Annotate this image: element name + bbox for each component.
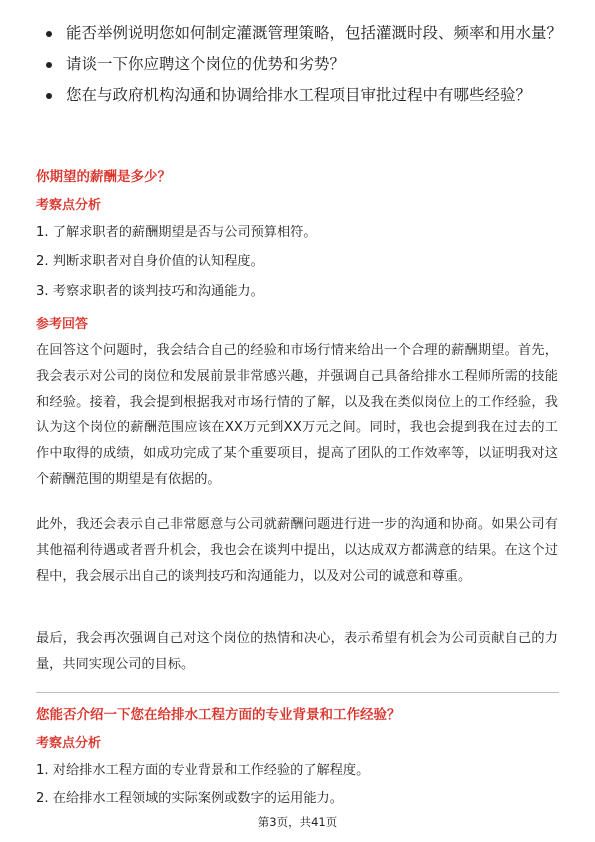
analysis-item: 2. 在给排水工程领域的实际案例或数字的运用能力。 [36,791,343,806]
analysis-item: 1. 了解求职者的薪酬期望是否与公司预算相符。 [36,225,317,240]
analysis-item: 3. 考察求职者的谈判技巧和沟通能力。 [36,284,264,299]
bullet-dot-icon [46,62,52,68]
analysis-item: 2. 判断求职者对自身价值的认知程度。 [36,254,264,269]
bullet-item [46,82,566,108]
question-title: 你期望的薪酬是多少？ [36,169,171,185]
question-bullet-list [46,20,566,113]
bullet-text: 请谈一下你应聘这个岗位的优势和劣势？ [66,55,346,73]
bullet-item [46,20,566,46]
analysis-heading: 考察点分析 [36,198,102,213]
answer-paragraph: 在回答这个问题时，我会结合自己的经验和市场行情来给出一个合理的薪酬期望。首先，我会表示对公司的岗位和发展前景非常感兴趣，并强调自己具备给排水工程师所需的技能和经验。接着，我会提到根据我对市场行情的了解，以及我在类似岗位上的工作经验，我认为这个岗位的薪酬范围应该在XX万元到XX万元之间。同时，我也会提到我在过去的工作中取得的成绩，如成功完成了某个重要项目，提高了团队的工作效率等，以证明我对这个薪酬范围的期望是有依据的。 [36,343,558,487]
answer-heading: 参考回答 [36,317,89,332]
analysis-item: 1. 对给排水工程方面的专业背景和工作经验的了解程度。 [36,763,370,778]
question-title: 您能否介绍一下您在给排水工程方面的专业背景和工作经验？ [36,707,401,723]
bullet-text: 能否举例说明您如何制定灌溉管理策略，包括灌溉时段、频率和用水量？ [66,24,563,42]
answer-paragraph: 最后，我会再次强调自己对这个岗位的热情和决心，表示希望有机会为公司贡献自己的力量，共同实现公司的目标。 [36,631,558,672]
answer-paragraph: 此外，我还会表示自己非常愿意与公司就薪酬问题进行进一步的沟通和协商。如果公司有其他福利待遇或者晋升机会，我也会在谈判中提出，以达成双方都满意的结果。在这个过程中，我会展示出自己的谈判技巧和沟通能力，以及对公司的诚意和尊重。 [36,517,558,584]
section-divider [36,692,559,693]
bullet-dot-icon [46,93,52,99]
bullet-item [46,51,566,77]
page-footer: 第3页，共41页 [257,815,338,829]
analysis-heading: 考察点分析 [36,736,102,751]
bullet-dot-icon [46,31,52,37]
bullet-text: 您在与政府机构沟通和协调给排水工程项目审批过程中有哪些经验？ [66,86,532,104]
